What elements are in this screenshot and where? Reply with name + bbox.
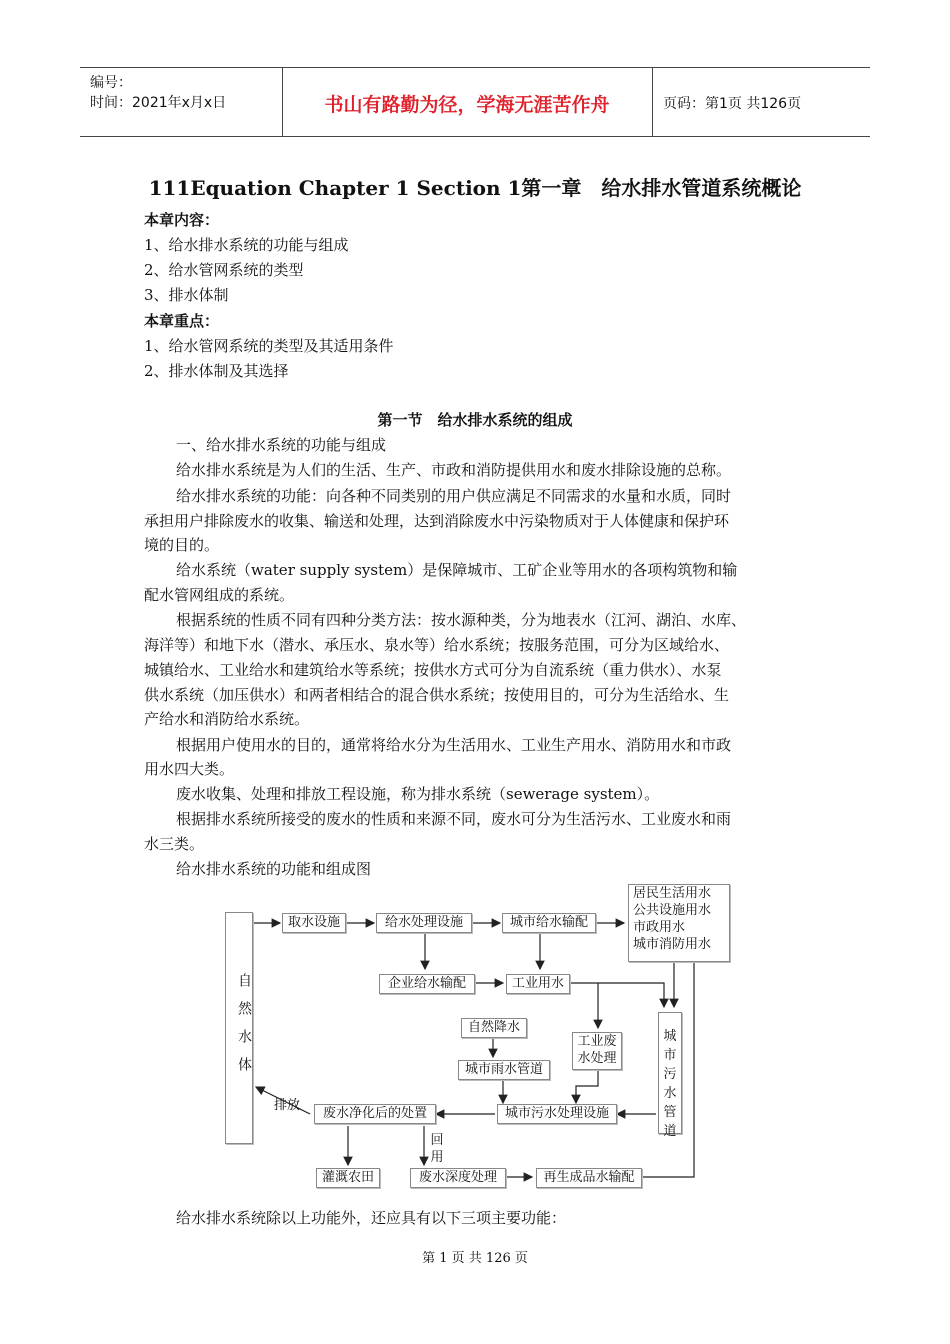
body-line: 根据排水系统所接受的废水的性质和来源不同，废水可分为生活污水、工业废水和雨	[176, 810, 732, 828]
body-line: 海洋等）和地下水（潜水、承压水、泉水等）给水系统；按服务范围，可分为区域给水、	[144, 636, 730, 654]
water-system-diagram	[220, 876, 740, 1196]
body-line: 承担用户排除废水的收集、输送和处理，达到消除废水中污染物质对于人体健康和保护环	[144, 512, 730, 530]
motto-text: 书山有路勤为径，学海无涯苦作舟	[324, 94, 610, 116]
body-line: 境的目的。	[144, 536, 220, 554]
user-item: 公共设施用水	[633, 903, 712, 918]
discharge-label: 排放	[273, 1098, 300, 1113]
section-subheading: 一、给水排水系统的功能与组成	[176, 436, 387, 454]
page-header	[80, 67, 870, 137]
body-line: 城镇给水、工业给水和建筑给水等系统；按供水方式可分为自流系统（重力供水）、水泵	[144, 661, 722, 679]
natural-water-box	[225, 912, 253, 1144]
chapter-focus-item: 2、排水体制及其选择	[144, 362, 289, 380]
body-line: 用水四大类。	[144, 760, 235, 778]
body-line: 供水系统（加压供水）和两者相结合的混合供水系统；按使用目的，可分为生活给水、生	[144, 686, 730, 704]
industrial-wastewater-box: 工业废水处理	[572, 1032, 622, 1070]
industrial-water-box: 工业用水	[506, 974, 570, 994]
number-label: 编号：	[90, 75, 132, 91]
section-heading: 第一节 给水排水系统的组成	[377, 411, 573, 429]
chapter-contents-item: 1、给水排水系统的功能与组成	[144, 236, 349, 254]
body-line: 废水收集、处理和排放工程设施，称为排水系统（sewerage system）。	[176, 785, 660, 803]
chapter-contents-item: 2、给水管网系统的类型	[144, 261, 304, 279]
intake-box: 取水设施	[282, 913, 346, 933]
sewage-plant-box: 城市污水处理设施	[497, 1104, 617, 1124]
enterprise-supply-box: 企业给水输配	[379, 974, 475, 994]
recycled-water-box: 再生成品水输配	[536, 1168, 642, 1188]
irrigation-box: 灌溉农田	[316, 1168, 380, 1188]
body-line: 给水系统（water supply system）是保障城市、工矿企业等用水的各项构筑物和输	[176, 561, 738, 579]
treatment-box: 给水处理设施	[376, 913, 472, 933]
body-line: 给水排水系统的功能：向各种不同类别的用户供应满足不同需求的水量和水质，同时	[176, 487, 732, 505]
header-page-cell	[653, 68, 870, 136]
city-sewer-box	[658, 1012, 682, 1139]
body-line: 根据用户使用水的目的，通常将给水分为生活用水、工业生产用水、消防用水和市政	[176, 736, 732, 754]
natural-rain-box: 自然降水	[461, 1018, 527, 1038]
user-item: 居民生活用水	[633, 886, 712, 901]
chapter-title: 111Equation Chapter 1 Section 1第一章 给水排水管道系统概论	[148, 176, 802, 200]
city-sewer-text: 城市污水管道	[663, 1029, 677, 1139]
body-line: 配水管网组成的系统。	[144, 586, 295, 604]
time-label: 时间：2021年x月x日	[90, 95, 227, 111]
purified-box: 废水净化后的处置	[314, 1104, 436, 1124]
chapter-contents-heading: 本章内容：	[144, 211, 220, 229]
header-info-cell	[80, 68, 283, 136]
chapter-focus-item: 1、给水管网系统的类型及其适用条件	[144, 337, 394, 355]
natural-water-label	[226, 973, 252, 1099]
advanced-treatment-box: 废水深度处理	[410, 1168, 506, 1188]
chapter-contents-item: 3、排水体制	[144, 286, 229, 304]
page-info: 页码：第1页 共126页	[663, 96, 802, 112]
body-line: 根据系统的性质不同有四种分类方法：按水源种类，分为地表水（江河、湖泊、水库、	[176, 611, 747, 629]
reuse-text: 回用	[430, 1133, 444, 1165]
after-diagram-line: 给水排水系统除以上功能外，还应具有以下三项主要功能：	[176, 1209, 567, 1227]
body-line: 产给水和消防给水系统。	[144, 710, 310, 728]
body-line: 给水排水系统是为人们的生活、生产、市政和消防提供用水和废水排除设施的总称。	[176, 461, 732, 479]
page-footer: 第 1 页 共 126 页	[422, 1251, 528, 1266]
users-box	[628, 884, 730, 962]
user-item: 市政用水	[633, 920, 686, 935]
body-line: 水三类。	[144, 835, 205, 853]
reuse-label	[430, 1132, 446, 1166]
city-supply-box: 城市给水输配	[502, 913, 596, 933]
diagram-caption: 给水排水系统的功能和组成图	[176, 860, 372, 878]
header-motto-cell	[282, 68, 653, 136]
user-item: 城市消防用水	[633, 937, 712, 952]
natural-water-text: 自然水体	[236, 973, 252, 1085]
storm-pipe-box: 城市雨水管道	[458, 1060, 550, 1080]
chapter-focus-heading: 本章重点：	[144, 312, 220, 330]
